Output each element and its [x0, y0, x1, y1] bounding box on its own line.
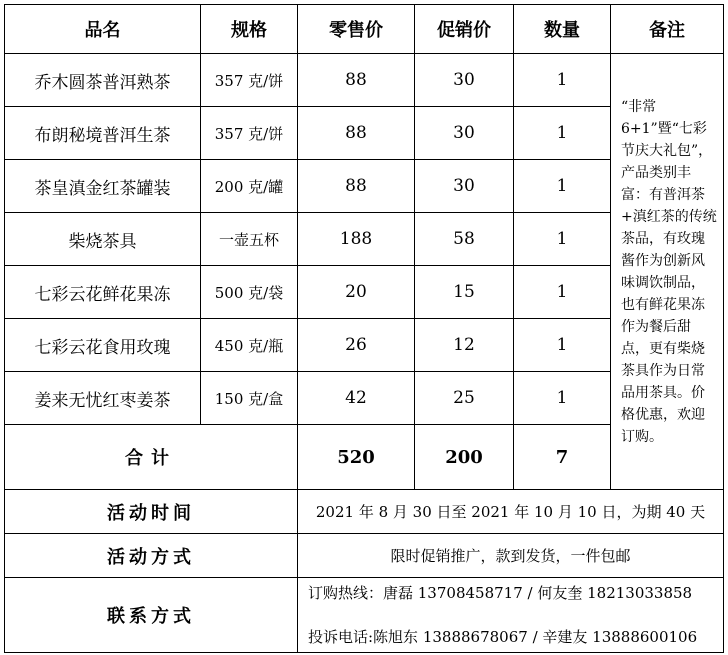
complaint-phone: 投诉电话:陈旭东 13888678067 / 辛建友 13888600106	[308, 628, 698, 646]
total-quantity: 7	[514, 425, 611, 490]
activity-method-row	[5, 534, 724, 578]
retail-price: 42	[298, 372, 415, 425]
retail-price: 88	[298, 160, 415, 213]
retail-price: 88	[298, 107, 415, 160]
table-row	[5, 54, 724, 107]
header-quantity: 数量	[514, 5, 611, 54]
note-cell: “非常 6+1”暨“七彩节庆大礼包”，产品类别丰富：有普洱茶+滇红茶的传统茶品，有玫瑰酱作为创新风味调饮制品，也有鲜花果冻作为餐后甜点，更有柴烧茶具作为日常品用茶具。价格优惠，欢迎订购。	[611, 54, 724, 490]
total-retail: 520	[298, 425, 415, 490]
total-label: 合计	[5, 425, 298, 490]
quantity: 1	[514, 54, 611, 107]
contact-label: 联系方式	[5, 578, 298, 653]
quantity: 1	[514, 213, 611, 266]
product-name: 乔木圆茶普洱熟茶	[5, 54, 201, 107]
promo-price: 12	[415, 319, 514, 372]
quantity: 1	[514, 107, 611, 160]
retail-price: 88	[298, 54, 415, 107]
quantity: 1	[514, 160, 611, 213]
product-spec: 450 克/瓶	[201, 319, 298, 372]
product-name: 七彩云花食用玫瑰	[5, 319, 201, 372]
product-spec: 357 克/饼	[201, 107, 298, 160]
header-note: 备注	[611, 5, 724, 54]
product-name: 茶皇滇金红茶罐装	[5, 160, 201, 213]
header-retail-price: 零售价	[298, 5, 415, 54]
product-spec: 500 克/袋	[201, 266, 298, 319]
activity-time-value: 2021 年 8 月 30 日至 2021 年 10 月 10 日，为期 40 天	[298, 490, 724, 534]
promo-price: 58	[415, 213, 514, 266]
product-spec: 357 克/饼	[201, 54, 298, 107]
product-spec: 一壶五杯	[201, 213, 298, 266]
header-row	[5, 5, 724, 54]
spacer	[308, 605, 723, 625]
promo-price: 25	[415, 372, 514, 425]
product-name: 柴烧茶具	[5, 213, 201, 266]
retail-price: 188	[298, 213, 415, 266]
product-name: 布朗秘境普洱生茶	[5, 107, 201, 160]
activity-method-label: 活动方式	[5, 534, 298, 578]
order-hotline: 订购热线：唐磊 13708458717 / 何友奎 18213033858	[308, 584, 693, 602]
quantity: 1	[514, 319, 611, 372]
quantity: 1	[514, 266, 611, 319]
retail-price: 26	[298, 319, 415, 372]
promo-price: 15	[415, 266, 514, 319]
header-name: 品名	[5, 5, 201, 54]
total-promo: 200	[415, 425, 514, 490]
contact-value	[298, 578, 724, 653]
promo-table	[4, 4, 724, 653]
quantity: 1	[514, 372, 611, 425]
contact-row	[5, 578, 724, 653]
activity-time-row	[5, 490, 724, 534]
product-name: 姜来无忧红枣姜茶	[5, 372, 201, 425]
product-spec: 150 克/盒	[201, 372, 298, 425]
header-promo-price: 促销价	[415, 5, 514, 54]
activity-method-value: 限时促销推广，款到发货，一件包邮	[298, 534, 724, 578]
header-spec: 规格	[201, 5, 298, 54]
promo-price: 30	[415, 160, 514, 213]
promo-price: 30	[415, 107, 514, 160]
product-name: 七彩云花鲜花果冻	[5, 266, 201, 319]
promo-price: 30	[415, 54, 514, 107]
product-spec: 200 克/罐	[201, 160, 298, 213]
activity-time-label: 活动时间	[5, 490, 298, 534]
retail-price: 20	[298, 266, 415, 319]
